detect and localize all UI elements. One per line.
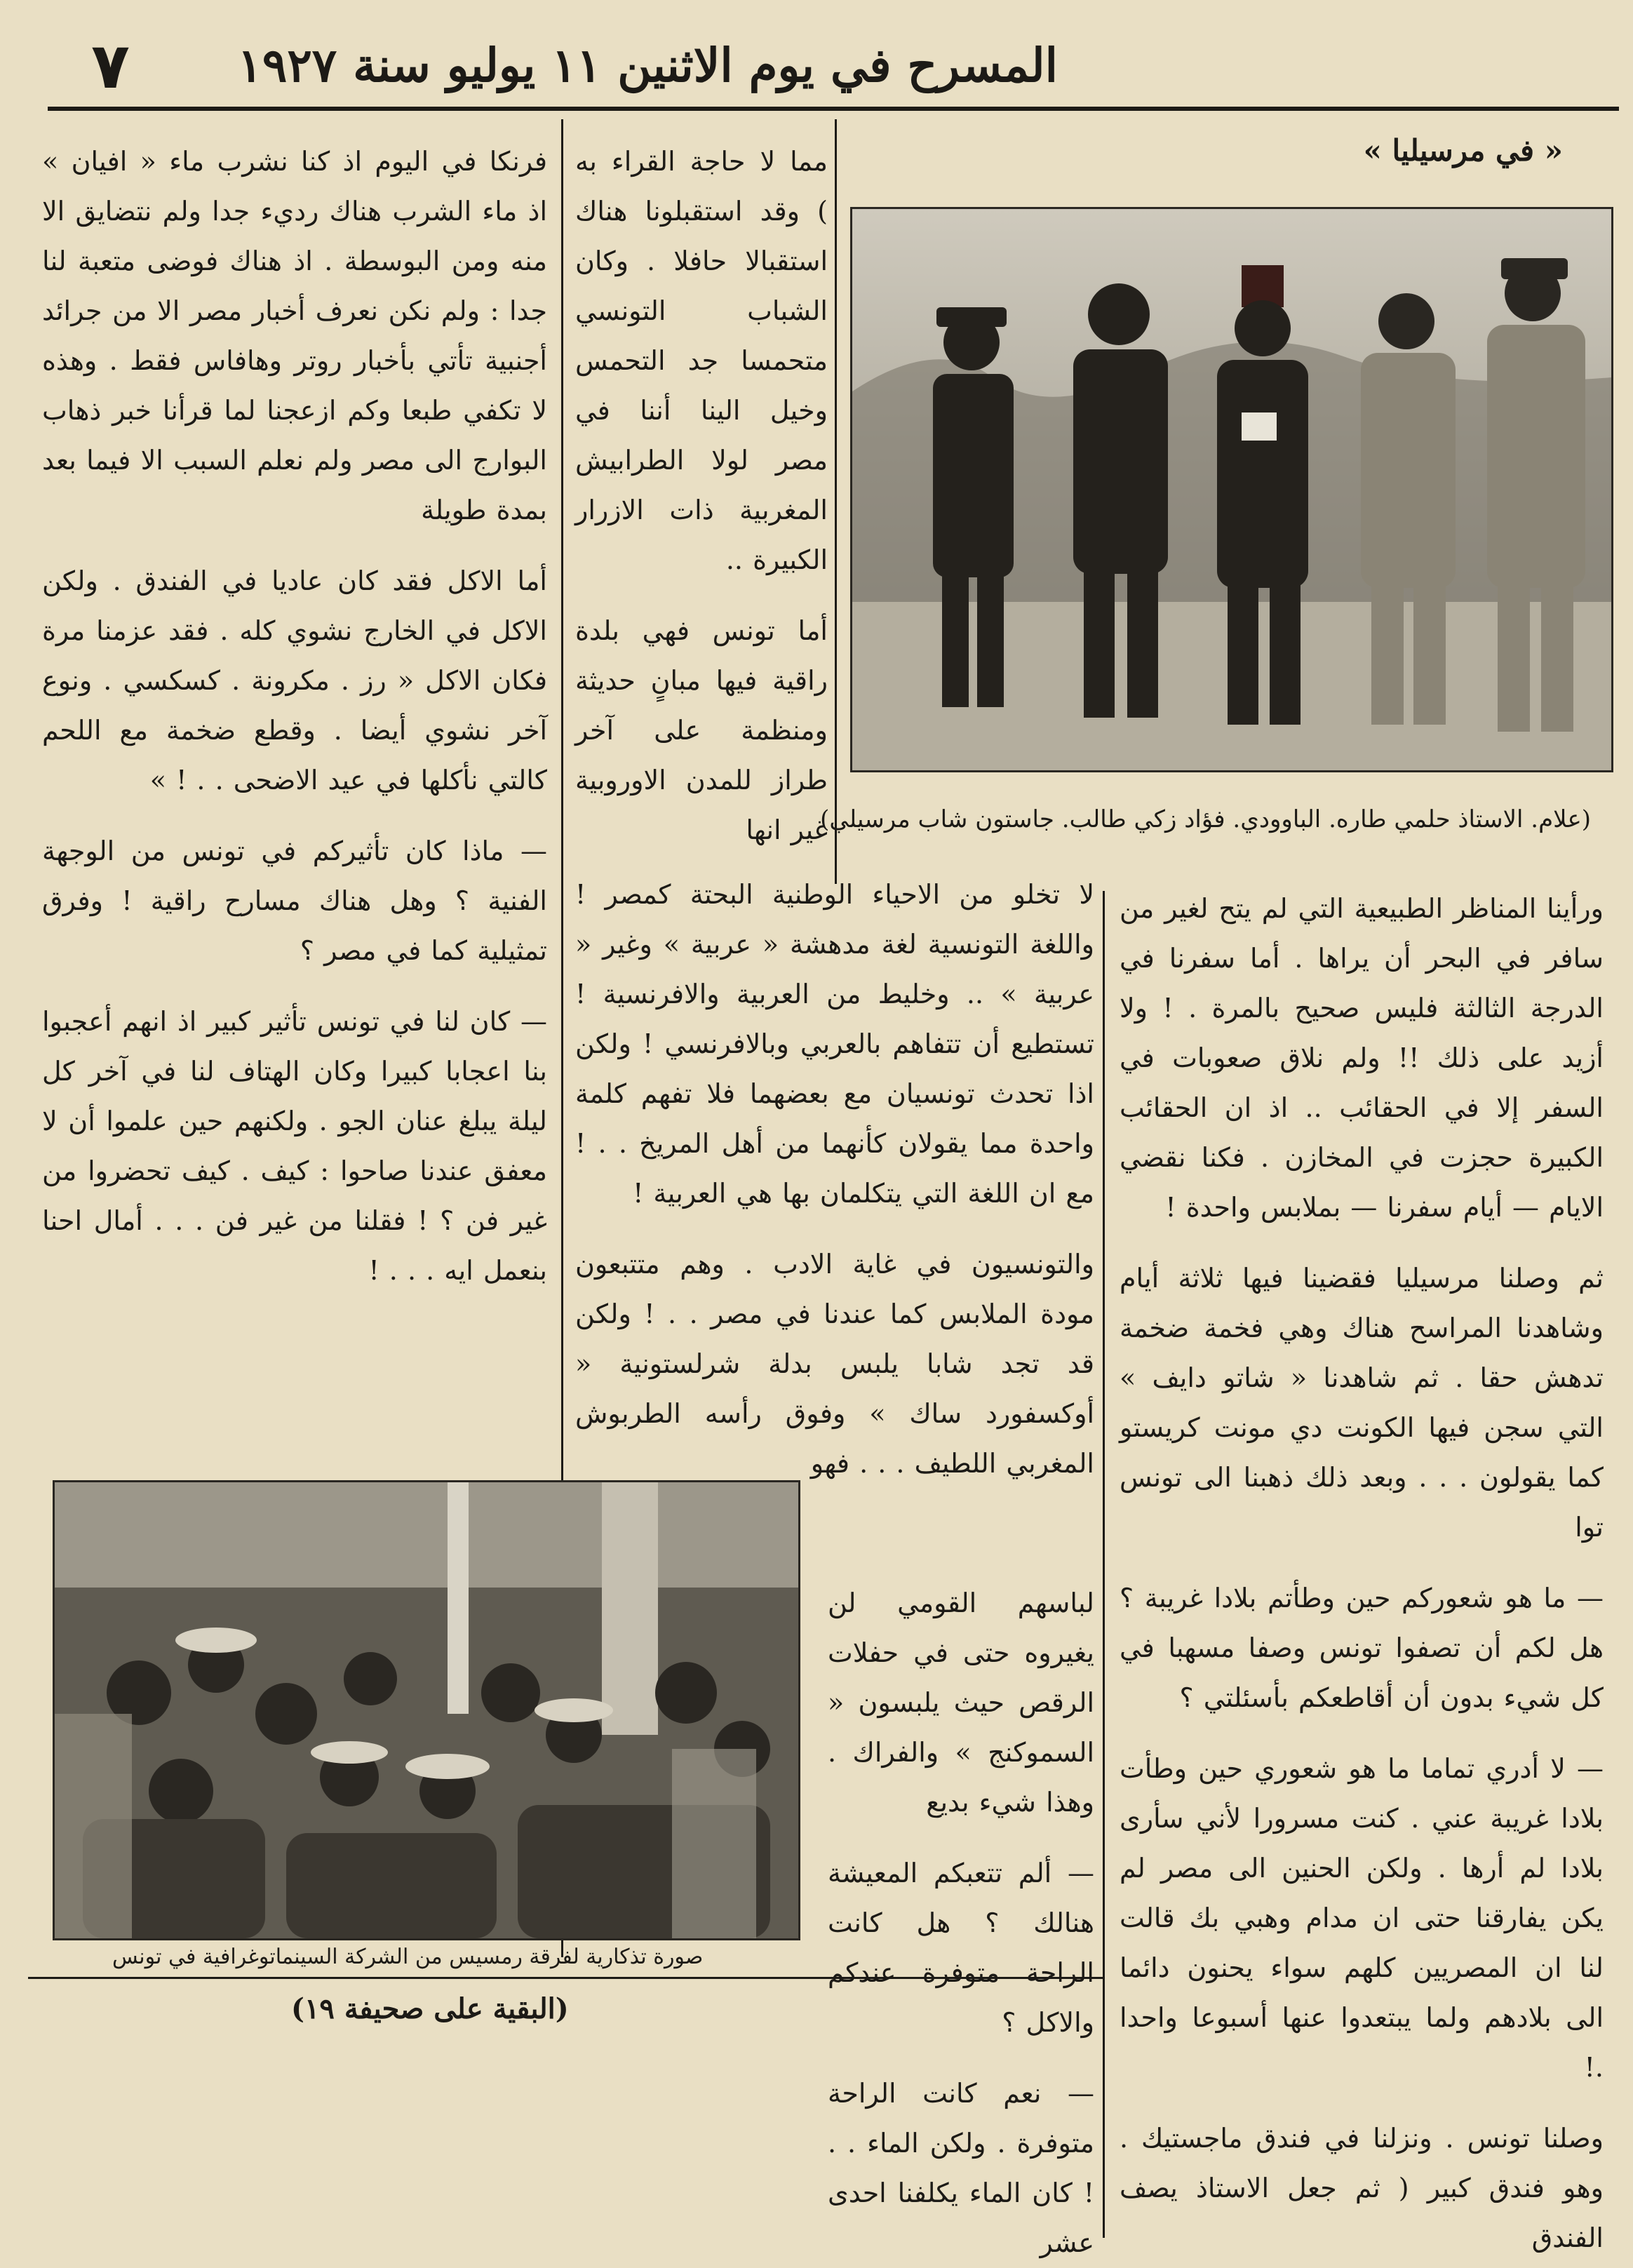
paragraph: — ألم تتعبكم المعيشة هنالك ؟ هل كانت الراحة متوفرة عندكم والاكل ؟ (828, 1858, 1094, 2038)
troupe-photo-illustration (55, 1482, 798, 1938)
article-column-middle-wide (575, 870, 1094, 1571)
continuation-note: (البقية على صحيفة ١٩) (291, 1992, 569, 2025)
bottom-photo-caption: صورة تذكارية لفرقة رمسيس من الشركة السينماتوغرافية في تونس (112, 1945, 704, 1969)
paragraph: — كان لنا في تونس تأثير كبير اذ انهم أعجبوا بنا اعجابا كبيرا وكان الهتاف لنا في آخر كل ليلة يبلغ عنان الجو . ولكنهم حين علموا أن لا معفق عندنا صاحوا : كيف . كيف تحضروا من غير فن ؟ ! فقلنا من غير فن . . . أمال احنا بنعمل ايه . . . ! (42, 1006, 547, 1286)
paragraph: فرنكا في اليوم اذ كنا نشرب ماء « افيان » اذ ماء الشرب هناك رديء جدا ولم نتضايق الا منه ومن البوسطة . اذ هناك فوضى متعبة لنا جدا : ولم نكن نعرف أخبار مصر الا من جرائد أجنبية تأتي بأخبار روتر وهافاس فقط . وهذه لا تكفي طبعا وكم ازعجنا لما قرأنا خبر ذهاب البوارج الى مصر ولم نعلم السبب الا فيما بعد بمدة طويلة (42, 146, 547, 525)
paragraph: وصلنا تونس . ونزلنا في فندق ماجستيك . وهو فندق كبير ( ثم جعل الاستاذ يصف الفندق (1120, 2123, 1604, 2253)
section-heading: « في مرسيليا » (1363, 133, 1563, 168)
article-column-middle-bottom (828, 1578, 1094, 2258)
article-column-middle-top (575, 137, 828, 866)
troupe-photo-tunis (53, 1480, 800, 1940)
paragraph: مما لا حاجة القراء به ) وقد استقبلونا هناك استقبالا حافلا . وكان الشباب التونسي متحمسا جد التحمس وخيل الينا أننا في مصر لولا الطرابيش المغربية ذات الازرار الكبيرة .. (575, 146, 828, 575)
paragraph: — نعم كانت الراحة متوفرة . ولكن الماء . . ! كان الماء يكلفنا احدى عشر (828, 2078, 1094, 2258)
group-photo-marseille (850, 207, 1613, 772)
paragraph: والتونسيون في غاية الادب . وهم متتبعون مودة الملابس كما عندنا في مصر . . ! ولكن قد تجد شابا يلبس بدلة شرلستونية « أوكسفورد ساك » وفوق رأسه الطربوش المغربي اللطيف . . . فهو (575, 1249, 1094, 1479)
masthead (42, 28, 1605, 105)
page-number: ٧ (91, 29, 130, 103)
top-photo-caption: (علام. الاستاذ حلمي طاره. الباوودي. فؤاد زكي طالب. جاستون شاب مرسيلي) (820, 805, 1591, 833)
paragraph: ثم وصلنا مرسيليا فقضينا فيها ثلاثة أيام وشاهدنا المراسح هناك وهي فخمة ضخمة تدهش حقا . ثم شاهدنا « شاتو دايف » التي سجن فيها الكونت دي مونت كريستو كما يقولون . . . وبعد ذلك ذهبنا الى تونس توا (1120, 1263, 1604, 1543)
paragraph: لباسهم القومي لن يغيروه حتى في حفلات الرقص حيث يلبسون « السموكنج » والفراك . وهذا شيء بديع (828, 1588, 1094, 1818)
page-header-title: المسرح في يوم الاثنين ١١ يوليو سنة ١٩٢٧ (237, 38, 1058, 93)
article-column-left (42, 137, 547, 1442)
paragraph: ورأينا المناظر الطبيعية التي لم يتح لغير من سافر في البحر أن يراها . أما سفرنا في الدرجة الثالثة فليس صحيح بالمرة . ! ولا أزيد على ذلك !! ولم نلاق صعوبات في السفر إلا في الحقائب .. اذ ان الحقائب الكبيرة حجزت في المخازن . فكنا نقضي الايام — أيام سفرنا — بملابس واحدة ! (1120, 893, 1604, 1223)
column-divider-middle-lower (1103, 891, 1105, 2238)
paragraph: — لا أدري تماما ما هو شعوري حين وطأت بلادا غريبة عني . كنت مسرورا لأني سأرى بلادا لم أرها . ولكن الحنين الى مصر لم يكن يفارقنا حتى ان مدام وهبي بك قالت لنا ان المصريين كلهم سواء يحنون دائما الى بلادهم ولما يبتعدوا عنها أسبوعا واحدا .! (1120, 1753, 1604, 2083)
group-photo-illustration (852, 209, 1611, 770)
paragraph: أما الاكل فقد كان عاديا في الفندق . ولكن الاكل في الخارج نشوي كله . فقد عزمنا مرة فكان الاكل « رز . مكرونة . كسكسي . ونوع آخر نشوي أيضا . وقطع ضخمة مع اللحم كالتي نأكلها في عيد الاضحى . . ! » (42, 565, 547, 796)
article-column-right (1120, 884, 1604, 2253)
paragraph: — ما هو شعوركم حين وطأتم بلادا غريبة ؟ هل لكم أن تصفوا تونس وصفا مسهبا في كل شيء بدون أن أقاطعكم بأسئلتي ؟ (1120, 1583, 1604, 1713)
paragraph: — ماذا كان تأثيركم في تونس من الوجهة الفنية ؟ وهل هناك مسارح راقية ! وفرق تمثيلية كما في مصر ؟ (42, 836, 547, 966)
paragraph: أما تونس فهي بلدة راقية فيها مبانٍ حديثة ومنظمة على آخر طراز للمدن الاوروبية غير انها (575, 615, 828, 845)
paragraph: لا تخلو من الاحياء الوطنية البحتة كمصر ! واللغة التونسية لغة مدهشة « عربية » وغير « عربية » .. وخليط من العربية والافرنسية ! تستطيع أن تتفاهم بالعربي وبالافرنسي ! ولكن اذا تحدث تونسيان مع بعضهما فلا تفهم كلمة واحدة مما يقولان كأنهما من أهل المريخ . . ! مع ان اللغة التي يتكلمان بها هي العربية ! (575, 879, 1094, 1209)
column-divider-middle (835, 119, 837, 884)
header-rule (48, 107, 1619, 111)
